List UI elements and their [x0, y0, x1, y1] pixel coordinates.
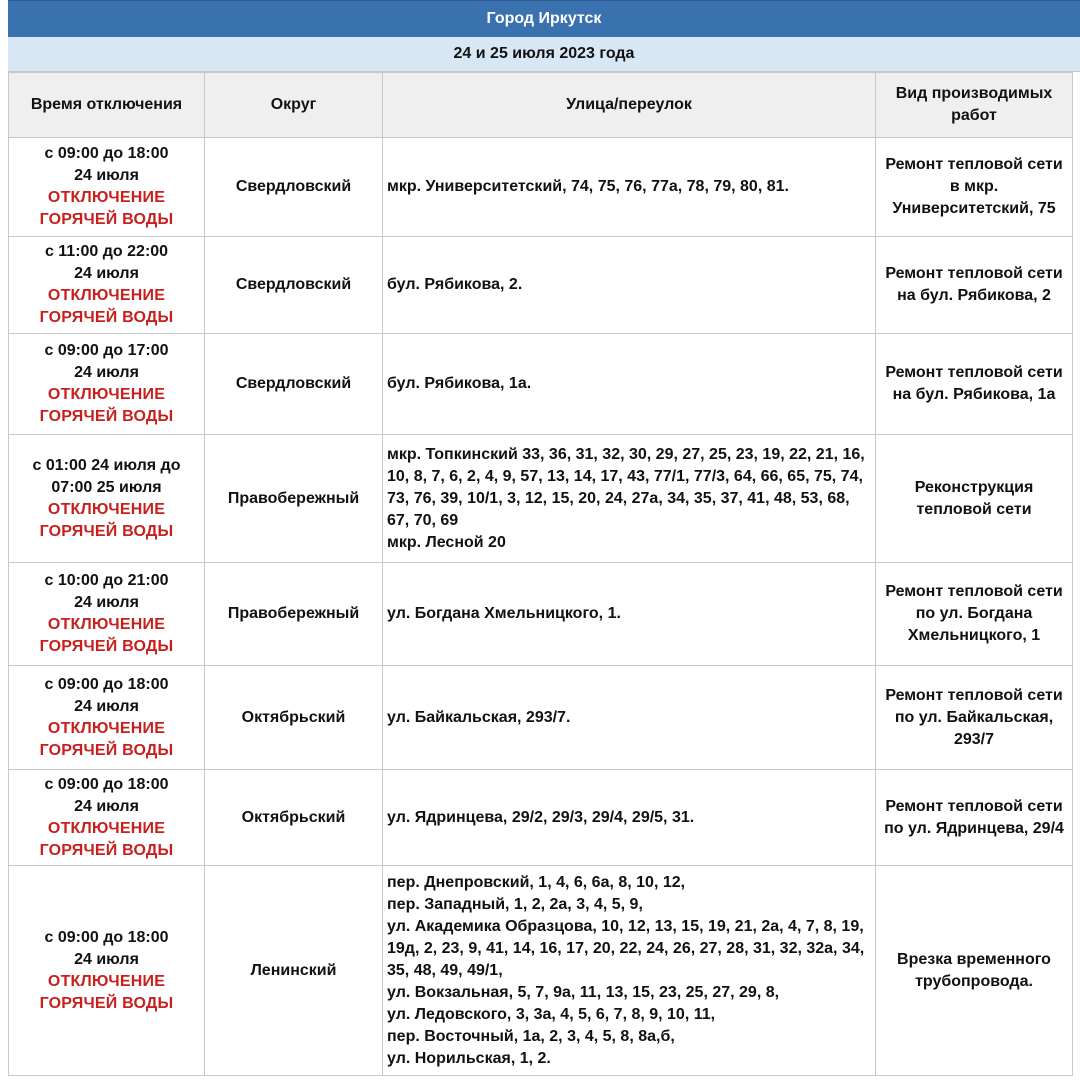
outage-time-cell: [9, 770, 205, 866]
streets-cell: мкр. Топкинский 33, 36, 31, 32, 30, 29, 27, 25, 23, 19, 22, 21, 16, 10, 8, 7, 6, 2, 4, 9, 57, 13, 14, 17, 43, 77/1, 77/3, 64, 66, 65, 75, 74, 73, 76, 39, 10/1, 3, 12, 15, 20, 24, 27а, 34, 35, 37, 41, 48, 53, 68, 67, 70, 69 мкр. Лесной 20: [383, 435, 876, 563]
outage-time-cell: [9, 563, 205, 666]
date-title: 24 и 25 июля 2023 года: [8, 37, 1080, 72]
work-type-cell: Реконструкция тепловой сети: [876, 435, 1073, 563]
work-type-cell: Ремонт тепловой сети по ул. Байкальская, 293/7: [876, 666, 1073, 770]
outage-time-cell: [9, 435, 205, 563]
outage-time: с 01:00 24 июля до 07:00 25 июля: [32, 456, 181, 496]
table-row: [9, 666, 1073, 770]
hot-water-alert: ОТКЛЮЧЕНИЕ ГОРЯЧЕЙ ВОДЫ: [39, 972, 174, 1012]
outage-time-cell: [9, 237, 205, 334]
hot-water-alert: ОТКЛЮЧЕНИЕ ГОРЯЧЕЙ ВОДЫ: [39, 287, 174, 326]
column-header-work: Вид производимых работ: [876, 73, 1073, 138]
hot-water-alert: ОТКЛЮЧЕНИЕ ГОРЯЧЕЙ ВОДЫ: [39, 819, 174, 859]
streets-cell: пер. Днепровский, 1, 4, 6, 6а, 8, 10, 12, пер. Западный, 1, 2, 2а, 3, 4, 5, 9, ул. Академика Образцова, 10, 12, 13, 15, 19, 21, 2а, 4, 7, 8, 19, 19д, 2, 23, 9, 41, 14, 16, 17, 20, 22, 24, 26, 27, 28, 31, 32, 32а, 34, 35, 48, 49, 49/1, ул. Вокзальная, 5, 7, 9а, 11, 13, 15, 23, 25, 27, 29, 8, ул. Ледовского, 3, 3а, 4, 5, 6, 7, 8, 9, 10, 11, пер. Восточный, 1а, 2, 3, 4, 5, 8, 8а,б, ул. Норильская, 1, 2.: [383, 866, 876, 1076]
outage-time-cell: [9, 866, 205, 1076]
table-row: [9, 866, 1073, 1076]
table-row: [9, 237, 1073, 334]
work-type-cell: Ремонт тепловой сети в мкр. Университетский, 75: [876, 138, 1073, 237]
hot-water-alert: ОТКЛЮЧЕНИЕ ГОРЯЧЕЙ ВОДЫ: [39, 719, 174, 759]
district-cell: Ленинский: [205, 866, 383, 1076]
outage-time: с 09:00 до 18:00 24 июля: [44, 675, 169, 715]
table-row: [9, 563, 1073, 666]
city-title: Город Иркутск: [8, 0, 1080, 37]
table-row: [9, 334, 1073, 435]
table-row: [9, 138, 1073, 237]
streets-cell: ул. Ядринцева, 29/2, 29/3, 29/4, 29/5, 31.: [383, 770, 876, 866]
work-type-cell: Врезка временного трубопровода.: [876, 866, 1073, 1076]
work-type-cell: Ремонт тепловой сети на бул. Рябикова, 1а: [876, 334, 1073, 435]
work-type-cell: Ремонт тепловой сети по ул. Ядринцева, 29/4: [876, 770, 1073, 866]
work-type-cell: Ремонт тепловой сети по ул. Богдана Хмельницкого, 1: [876, 563, 1073, 666]
outage-time: с 10:00 до 21:00 24 июля: [44, 572, 169, 611]
outage-time: с 11:00 до 22:00 24 июля: [44, 243, 169, 282]
streets-cell: бул. Рябикова, 1а.: [383, 334, 876, 435]
outage-time: с 09:00 до 17:00 24 июля: [44, 342, 169, 381]
table-row: [9, 770, 1073, 866]
outage-time: с 09:00 до 18:00 24 июля: [44, 145, 169, 184]
outage-schedule: [8, 0, 1080, 1076]
streets-cell: ул. Богдана Хмельницкого, 1.: [383, 563, 876, 666]
table-header-row: [9, 73, 1073, 138]
column-header-district: Округ: [205, 73, 383, 138]
district-cell: Правобережный: [205, 435, 383, 563]
work-type-cell: Ремонт тепловой сети на бул. Рябикова, 2: [876, 237, 1073, 334]
column-header-time: Время отключения: [9, 73, 205, 138]
outage-time: с 09:00 до 18:00 24 июля: [44, 775, 169, 815]
district-cell: Правобережный: [205, 563, 383, 666]
outage-time-cell: [9, 666, 205, 770]
table-row: [9, 435, 1073, 563]
outage-time-cell: [9, 138, 205, 237]
hot-water-alert: ОТКЛЮЧЕНИЕ ГОРЯЧЕЙ ВОДЫ: [39, 386, 174, 425]
hot-water-alert: ОТКЛЮЧЕНИЕ ГОРЯЧЕЙ ВОДЫ: [39, 500, 174, 540]
district-cell: Свердловский: [205, 334, 383, 435]
district-cell: Свердловский: [205, 237, 383, 334]
hot-water-alert: ОТКЛЮЧЕНИЕ ГОРЯЧЕЙ ВОДЫ: [39, 189, 174, 228]
hot-water-alert: ОТКЛЮЧЕНИЕ ГОРЯЧЕЙ ВОДЫ: [39, 616, 174, 655]
outage-table: [8, 72, 1073, 1076]
streets-cell: мкр. Университетский, 74, 75, 76, 77а, 78, 79, 80, 81.: [383, 138, 876, 237]
district-cell: Свердловский: [205, 138, 383, 237]
district-cell: Октябрьский: [205, 666, 383, 770]
outage-time-cell: [9, 334, 205, 435]
streets-cell: бул. Рябикова, 2.: [383, 237, 876, 334]
streets-cell: ул. Байкальская, 293/7.: [383, 666, 876, 770]
outage-time: с 09:00 до 18:00 24 июля: [44, 928, 169, 968]
district-cell: Октябрьский: [205, 770, 383, 866]
column-header-street: Улица/переулок: [383, 73, 876, 138]
